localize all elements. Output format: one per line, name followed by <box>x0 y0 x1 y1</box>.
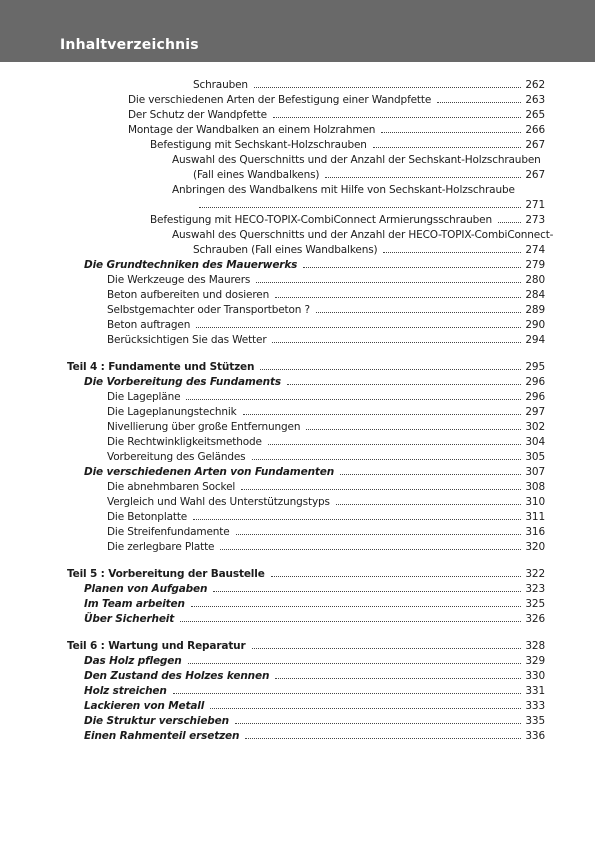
toc-entry-page-number: 329 <box>525 655 545 667</box>
toc-entry-title: Die zerlegbare Platte <box>107 541 215 553</box>
dot-leader <box>254 87 521 88</box>
toc-entry-page-number: 316 <box>525 526 545 538</box>
dot-leader <box>306 429 521 430</box>
toc-entry[interactable] <box>67 405 545 420</box>
dot-leader <box>199 207 521 208</box>
toc-entry[interactable] <box>67 228 554 243</box>
toc-entry[interactable] <box>67 450 545 465</box>
toc-entry-page-number: 323 <box>525 583 545 595</box>
toc-entry[interactable] <box>67 435 545 450</box>
toc-entry-title: Auswahl des Querschnitts und der Anzahl der HECO-TOPIX-CombiConnect- <box>172 229 554 241</box>
toc-entry-page-number: 267 <box>525 169 545 181</box>
toc-entry-title: Die Werkzeuge des Maurers <box>107 274 251 286</box>
toc-entry-title: Auswahl des Querschnitts und der Anzahl der Sechskant-Holzschrauben <box>172 154 541 166</box>
dot-leader <box>193 519 521 520</box>
toc-entry-title: Die Lageplanungstechnik <box>107 406 237 418</box>
toc-entry-page-number: 336 <box>525 730 545 742</box>
dot-leader <box>243 414 522 415</box>
toc-entry[interactable] <box>67 390 545 405</box>
toc-entry-title: Lackieren von Metall <box>84 700 205 712</box>
dot-leader <box>210 708 521 709</box>
toc-entry-page-number: 331 <box>525 685 545 697</box>
toc-entry-page-number: 304 <box>525 436 545 448</box>
toc-entry[interactable] <box>67 714 545 729</box>
toc-entry-page-number: 322 <box>525 568 545 580</box>
toc-entry[interactable] <box>67 699 545 714</box>
toc-entry[interactable] <box>67 138 545 153</box>
toc-entry-title: Die abnehmbaren Sockel <box>107 481 236 493</box>
toc-entry-title: Nivellierung über große Entfernungen <box>107 421 301 433</box>
toc-entry-page-number: 265 <box>525 109 545 121</box>
toc-entry-page-number: 294 <box>525 334 545 346</box>
toc-entry-title: Einen Rahmenteil ersetzen <box>84 730 240 742</box>
dot-leader <box>373 147 522 148</box>
toc-entry-page-number: 330 <box>525 670 545 682</box>
dot-leader <box>383 252 521 253</box>
toc-entry[interactable] <box>67 123 545 138</box>
toc-entry[interactable] <box>67 495 545 510</box>
dot-leader <box>252 648 522 649</box>
toc-entry-page-number: 279 <box>525 259 545 271</box>
toc-entry[interactable] <box>67 93 545 108</box>
toc-entry[interactable] <box>67 318 545 333</box>
toc-entry[interactable] <box>67 684 545 699</box>
dot-leader <box>260 369 521 370</box>
toc-entry-title: Die Grundtechniken des Mauerwerks <box>84 259 298 271</box>
toc-entry-title: Die verschiedenen Arten der Befestigung einer Wandpfette <box>128 94 432 106</box>
toc-entry-page-number: 308 <box>525 481 545 493</box>
toc-entry-page-number: 289 <box>525 304 545 316</box>
toc-entry-page-number: 267 <box>525 139 545 151</box>
dot-leader <box>273 117 521 118</box>
toc-entry-page-number: 333 <box>525 700 545 712</box>
toc-entry-title: Teil 6 : Wartung und Reparatur <box>67 640 246 652</box>
toc-entry[interactable] <box>67 612 545 627</box>
toc-entry[interactable] <box>67 78 545 93</box>
toc-entry-page-number: 266 <box>525 124 545 136</box>
toc-entry-title: Befestigung mit Sechskant-Holzschrauben <box>150 139 367 151</box>
toc-entry-page-number: 273 <box>525 214 545 226</box>
toc-entry[interactable] <box>67 480 545 495</box>
toc-entry[interactable] <box>67 420 545 435</box>
toc-entry[interactable] <box>67 333 545 348</box>
toc-entry-title: Im Team arbeiten <box>84 598 185 610</box>
dot-leader <box>180 621 521 622</box>
toc-entry[interactable] <box>67 540 545 555</box>
toc-entry[interactable] <box>67 375 545 390</box>
toc-entry-title: Die Streifenfundamente <box>107 526 230 538</box>
dot-leader <box>252 459 522 460</box>
toc-entry-title: Vergleich und Wahl des Unterstützungstyps <box>107 496 330 508</box>
toc-entry-title: Schrauben (Fall eines Wandbalkens) <box>193 244 378 256</box>
dot-leader <box>336 504 522 505</box>
dot-leader <box>275 297 521 298</box>
toc-entry-page-number: 307 <box>525 466 545 478</box>
toc-entry[interactable] <box>67 273 545 288</box>
toc-entry-page-number: 296 <box>525 391 545 403</box>
dot-leader <box>196 327 521 328</box>
toc-entry-page-number: 284 <box>525 289 545 301</box>
dot-leader <box>316 312 522 313</box>
dot-leader <box>191 606 522 607</box>
toc-entry-title: Beton auftragen <box>107 319 191 331</box>
toc-entry-title: Befestigung mit HECO-TOPIX-CombiConnect Armierungsschrauben <box>150 214 492 226</box>
dot-leader <box>437 102 521 103</box>
toc-entry-title: Schrauben <box>193 79 248 91</box>
toc-entry-page-number: 290 <box>525 319 545 331</box>
toc-entry[interactable] <box>67 303 545 318</box>
dot-leader <box>268 444 522 445</box>
toc-entry-page-number: 263 <box>525 94 545 106</box>
toc-entry-title: Die Lagepläne <box>107 391 181 403</box>
toc-entry-title: Planen von Aufgaben <box>84 583 208 595</box>
dot-leader <box>186 399 521 400</box>
toc-entry-title: Selbstgemachter oder Transportbeton ? <box>107 304 310 316</box>
toc-entry[interactable] <box>67 168 545 183</box>
toc-entry-title: Berücksichtigen Sie das Wetter <box>107 334 267 346</box>
toc-entry-title: Die verschiedenen Arten von Fundamenten <box>84 466 335 478</box>
dot-leader <box>325 177 521 178</box>
dot-leader <box>173 693 522 694</box>
toc-entry-title: Die Betonplatte <box>107 511 188 523</box>
toc-entry-title: Holz streichen <box>84 685 167 697</box>
toc-entry-page-number: 280 <box>525 274 545 286</box>
dot-leader <box>188 663 522 664</box>
dot-leader <box>235 723 521 724</box>
toc-entry[interactable] <box>67 654 545 669</box>
toc-entry-title: Montage der Wandbalken an einem Holzrahmen <box>128 124 376 136</box>
toc-entry-title: Die Vorbereitung des Fundaments <box>84 376 281 388</box>
toc-entry[interactable] <box>67 465 545 480</box>
toc-entry-page-number: 274 <box>525 244 545 256</box>
page-title: Inhaltverzeichnis <box>60 37 199 53</box>
toc-entry-page-number: 311 <box>525 511 545 523</box>
toc-entry[interactable] <box>67 183 545 198</box>
toc-entry-page-number: 335 <box>525 715 545 727</box>
toc-entry[interactable] <box>67 582 545 597</box>
toc-entry[interactable] <box>67 639 545 654</box>
toc-entry-page-number: 325 <box>525 598 545 610</box>
toc-entry-title: Vorbereitung des Geländes <box>107 451 246 463</box>
toc-entry[interactable] <box>67 153 545 168</box>
dot-leader <box>340 474 521 475</box>
toc-entry-title: Über Sicherheit <box>84 613 175 625</box>
toc-entry-page-number: 305 <box>525 451 545 463</box>
toc-entry-title: Beton aufbereiten und dosieren <box>107 289 270 301</box>
toc-entry-title: Das Holz pflegen <box>84 655 182 667</box>
toc-entry-page-number: 310 <box>525 496 545 508</box>
toc-entry-title: Der Schutz der Wandpfette <box>128 109 267 121</box>
toc-entry[interactable] <box>67 510 545 525</box>
toc-entry-page-number: 297 <box>525 406 545 418</box>
toc-entry[interactable] <box>67 243 545 258</box>
toc-entry-page-number: 328 <box>525 640 545 652</box>
toc-entry[interactable] <box>67 525 545 540</box>
dot-leader <box>287 384 521 385</box>
toc-entry-page-number: 320 <box>525 541 545 553</box>
dot-leader <box>213 591 521 592</box>
toc-entry[interactable] <box>67 108 545 123</box>
table-of-contents <box>0 62 607 744</box>
dot-leader <box>245 738 521 739</box>
toc-entry-page-number: 295 <box>525 361 545 373</box>
dot-leader <box>241 489 521 490</box>
toc-entry-page-number: 296 <box>525 376 545 388</box>
toc-entry[interactable] <box>67 288 545 303</box>
dot-leader <box>271 576 522 577</box>
dot-leader <box>236 534 522 535</box>
dot-leader <box>272 342 521 343</box>
toc-entry[interactable] <box>67 198 545 213</box>
toc-entry-page-number: 262 <box>525 79 545 91</box>
toc-entry[interactable] <box>67 567 545 582</box>
toc-entry-title: Die Struktur verschieben <box>84 715 229 727</box>
toc-entry[interactable] <box>67 669 545 684</box>
toc-entry[interactable] <box>67 360 545 375</box>
dot-leader <box>256 282 521 283</box>
dot-leader <box>498 222 521 223</box>
toc-entry-title: Den Zustand des Holzes kennen <box>84 670 270 682</box>
toc-entry-title: Teil 5 : Vorbereitung der Baustelle <box>67 568 265 580</box>
toc-entry[interactable] <box>67 729 545 744</box>
toc-entry[interactable] <box>67 597 545 612</box>
toc-entry-page-number: 326 <box>525 613 545 625</box>
dot-leader <box>220 549 521 550</box>
toc-entry-title: Anbringen des Wandbalkens mit Hilfe von Sechskant-Holzschraube <box>172 184 515 196</box>
dot-leader <box>275 678 521 679</box>
toc-entry[interactable] <box>67 213 545 228</box>
toc-entry-page-number: 302 <box>525 421 545 433</box>
toc-entry-title: (Fall eines Wandbalkens) <box>193 169 320 181</box>
dot-leader <box>303 267 521 268</box>
toc-entry-title: Teil 4 : Fundamente und Stützen <box>67 361 255 373</box>
header-bar <box>0 0 595 62</box>
toc-entry-page-number: 271 <box>525 199 545 211</box>
toc-entry[interactable] <box>67 258 545 273</box>
toc-entry-title: Die Rechtwinkligkeitsmethode <box>107 436 262 448</box>
dot-leader <box>381 132 521 133</box>
